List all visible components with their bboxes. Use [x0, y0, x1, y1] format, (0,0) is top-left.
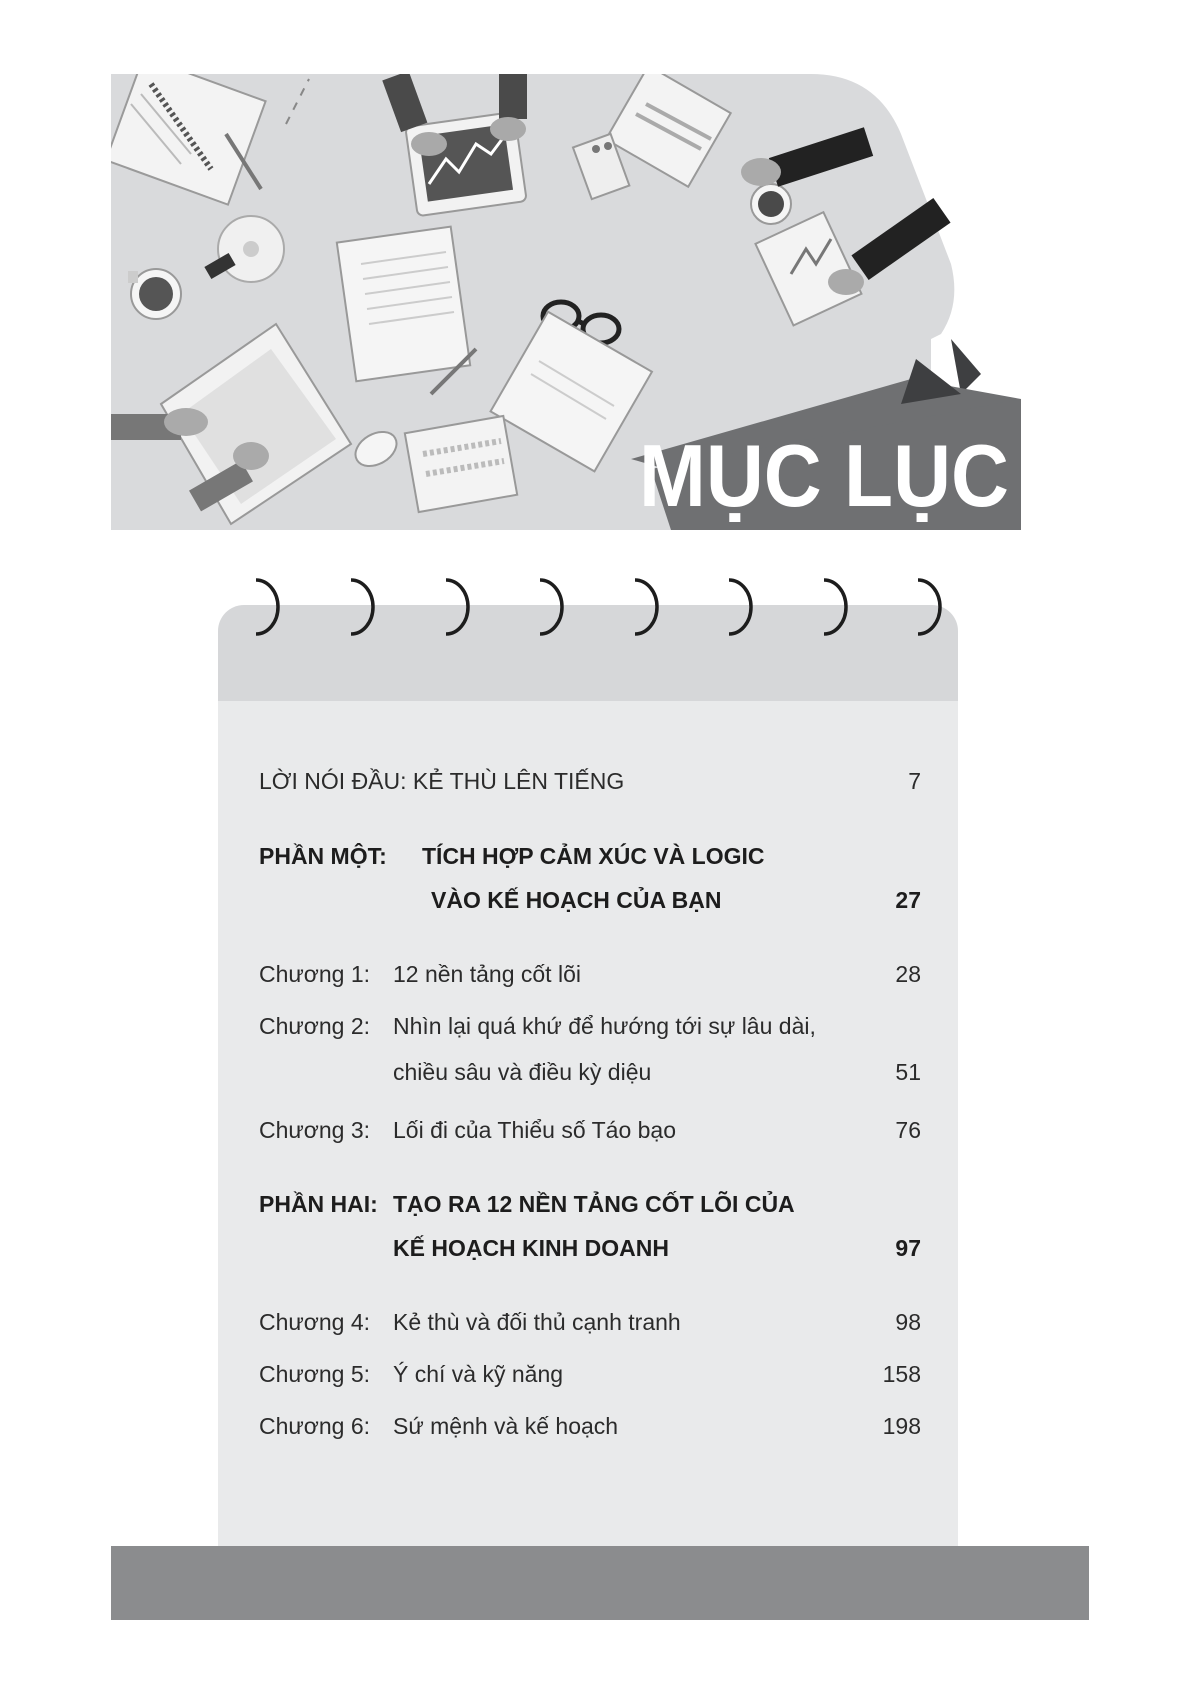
toc-chapter3-label: Chương 3:	[259, 1117, 371, 1143]
toc-chapter2-title-line1: Nhìn lại quá khứ để hướng tới sự lâu dài,	[393, 1013, 816, 1039]
toc-chapter5-page: 158	[882, 1361, 921, 1387]
header-illustration	[111, 74, 1021, 530]
toc-chapter2-page: 51	[895, 1059, 921, 1085]
toc-chapter2-label: Chương 2:	[259, 1013, 371, 1039]
footer-bar	[111, 1546, 1089, 1620]
toc-preface-title: LỜI NÓI ĐẦU: KẺ THÙ LÊN TIẾNG	[259, 768, 625, 794]
toc-chapter6-title: Sứ mệnh và kế hoạch	[393, 1413, 619, 1439]
toc-chapter3-title: Lối đi của Thiểu số Táo bạo	[393, 1117, 677, 1143]
toc-chapter2-title-line2: chiều sâu và điều kỳ diệu	[393, 1059, 652, 1085]
toc-chapter1-title: 12 nền tảng cốt lõi	[393, 961, 581, 987]
toc-part2-title-line1: TẠO RA 12 NỀN TẢNG CỐT LÕI CỦA	[393, 1191, 795, 1217]
toc-part1-label: PHẦN MỘT:	[259, 843, 387, 869]
toc-chapter4-label: Chương 4:	[259, 1309, 371, 1335]
toc-chapter6-label: Chương 6:	[259, 1413, 371, 1439]
toc-chapter4-page: 98	[895, 1309, 921, 1335]
toc-chapter1-label: Chương 1:	[259, 961, 371, 987]
spiral-rings	[218, 572, 958, 642]
toc-part2-page: 97	[895, 1235, 921, 1261]
toc-chapter4-title: Kẻ thù và đối thủ cạnh tranh	[393, 1309, 681, 1335]
toc-chapter1-page: 28	[895, 961, 921, 987]
receipt-icon	[405, 416, 517, 512]
toc-part2-label: PHẦN HAI:	[259, 1191, 378, 1217]
toc-chapter5-label: Chương 5:	[259, 1361, 371, 1387]
toc-part1-title-line1: TÍCH HỢP CẢM XÚC VÀ LOGIC	[422, 843, 765, 869]
toc-part2-title-line2: KẾ HOẠCH KINH DOANH	[393, 1235, 669, 1261]
page-title: MỤC LỤC	[639, 426, 1009, 525]
spiral-notepad-center-icon	[337, 227, 476, 394]
toc-preface-page: 7	[908, 768, 921, 794]
toc-part1-title-line2: VÀO KẾ HOẠCH CỦA BẠN	[431, 887, 722, 913]
toc-chapter6-page: 198	[882, 1413, 921, 1439]
toc-part1-page: 27	[895, 887, 921, 913]
toc-chapter5-title: Ý chí và kỹ năng	[393, 1361, 564, 1387]
toc-chapter3-page: 76	[895, 1117, 921, 1143]
